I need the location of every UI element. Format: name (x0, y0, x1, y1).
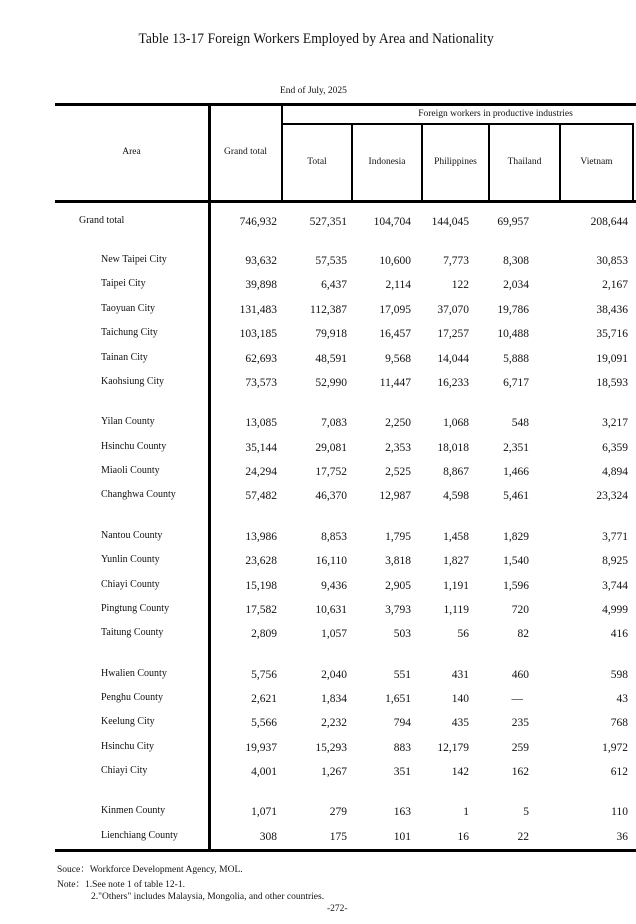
cell-value: 35,716 (596, 328, 628, 340)
cell-value: 1,829 (503, 531, 529, 543)
cell-value: 52,990 (315, 377, 347, 389)
cell-value: 140 (451, 693, 469, 705)
cell-value: 3,818 (385, 555, 411, 567)
header-grand-total: Grand total (223, 147, 267, 157)
cell-value: 93,632 (245, 255, 277, 267)
cell-value: 208,644 (590, 216, 628, 228)
cell-value: 112,387 (310, 304, 347, 316)
cell-value: 527,351 (309, 216, 347, 228)
cell-value: 431 (451, 669, 469, 681)
area-name: Pingtung County (101, 603, 170, 614)
cell-value: 142 (451, 766, 469, 778)
note-line (57, 879, 185, 891)
cell-value: 35,144 (245, 442, 277, 454)
cell-value: 14,044 (437, 353, 469, 365)
cell-value: 883 (393, 742, 411, 754)
cell-value: 2,351 (503, 442, 529, 454)
cell-value: 6,717 (503, 377, 529, 389)
cell-value: — (511, 693, 523, 705)
cell-value: 351 (393, 766, 411, 778)
header-bottom-rule (55, 200, 636, 203)
cell-value: 7,083 (321, 417, 347, 429)
cell-value: 308 (259, 831, 277, 843)
cell-value: 19,091 (596, 353, 628, 365)
cell-value: 18,018 (437, 442, 469, 454)
cell-value: 17,095 (379, 304, 411, 316)
cell-value: 12,987 (379, 490, 411, 502)
cell-value: 2,905 (385, 580, 411, 592)
cell-value: 29,081 (315, 442, 347, 454)
area-name: Yunlin County (101, 554, 160, 565)
cell-value: 62,693 (245, 353, 277, 365)
area-name: New Taipei City (101, 254, 167, 265)
cell-value: 3,217 (602, 417, 628, 429)
cell-value: 23,324 (596, 490, 628, 502)
cell-value: 3,793 (385, 604, 411, 616)
area-name: Taoyuan City (101, 303, 156, 314)
cell-value: 15,293 (315, 742, 347, 754)
cell-value: 1,057 (321, 628, 347, 640)
area-name: Penghu County (101, 692, 163, 703)
cell-value: 9,568 (385, 353, 411, 365)
cell-value: 163 (393, 806, 411, 818)
note-1: 1.See note 1 of table 12-1. (84, 880, 185, 890)
cell-value: 1,827 (443, 555, 469, 567)
area-name: Miaoli County (101, 465, 160, 476)
cell-value: 1,191 (443, 580, 469, 592)
header-area: Area (122, 147, 141, 157)
cell-value: 8,867 (443, 466, 469, 478)
cell-value: 15,198 (245, 580, 277, 592)
cell-value: 598 (610, 669, 628, 681)
cell-value: 3,744 (602, 580, 628, 592)
area-name: Kaohsiung City (101, 376, 165, 387)
area-name: Chiayi City (101, 765, 148, 776)
cell-value: 1,540 (503, 555, 529, 567)
cell-value: 8,308 (503, 255, 529, 267)
cell-value: 720 (511, 604, 529, 616)
source-text: Workforce Development Agency, MOL. (89, 865, 243, 875)
cell-value: 16,233 (437, 377, 469, 389)
cell-value: 5 (523, 806, 529, 818)
cell-value: 56 (457, 628, 469, 640)
cell-value: 1,596 (503, 580, 529, 592)
grandtotal-divider (281, 103, 283, 202)
cell-value: 10,488 (497, 328, 529, 340)
group-header-rule (281, 123, 634, 125)
cell-value: 23,628 (245, 555, 277, 567)
area-name: Chiayi County (101, 579, 160, 590)
cell-value: 1,834 (321, 693, 347, 705)
source-label: Souce： (57, 865, 90, 875)
cell-value: 73,573 (245, 377, 277, 389)
cell-value: 30,853 (596, 255, 628, 267)
cell-value: 1,071 (251, 806, 277, 818)
cell-value: 235 (511, 717, 529, 729)
header-total: Total (307, 157, 327, 167)
note-line-2: 2."Others" includes Malaysia, Mongolia, and other countries. (91, 892, 325, 902)
cell-value: 2,353 (385, 442, 411, 454)
area-name: Taitung County (101, 627, 164, 638)
cell-value: 612 (610, 766, 628, 778)
cell-value: 36 (616, 831, 628, 843)
header-philippines: Philippines (434, 157, 477, 167)
note-label: Note： (57, 880, 85, 890)
area-name: Hwalien County (101, 668, 167, 679)
cell-value: 101 (393, 831, 411, 843)
cell-value: 16 (457, 831, 469, 843)
table-title: Table 13-17 Foreign Workers Employed by Area and Nationality (138, 31, 494, 47)
cell-value: 2,250 (385, 417, 411, 429)
cell-value: 435 (451, 717, 469, 729)
cell-value: 162 (511, 766, 529, 778)
cell-value: 6,437 (321, 279, 347, 291)
cell-value: 46,370 (315, 490, 347, 502)
page-number: -272- (327, 904, 348, 914)
cell-value: 19,937 (245, 742, 277, 754)
area-name: Nantou County (101, 530, 163, 541)
cell-value: 103,185 (239, 328, 277, 340)
cell-value: 1,466 (503, 466, 529, 478)
cell-value: 79,918 (315, 328, 347, 340)
cell-value: 503 (393, 628, 411, 640)
cell-value: 1,458 (443, 531, 469, 543)
cell-value: 11,447 (379, 377, 411, 389)
source-line (57, 864, 243, 876)
cell-value: 259 (511, 742, 529, 754)
cell-value: 22 (517, 831, 529, 843)
area-name: Lienchiang County (101, 830, 178, 841)
cell-value: 7,773 (443, 255, 469, 267)
cell-value: 1,267 (321, 766, 347, 778)
cell-value: 110 (611, 806, 628, 818)
date-note: End of July, 2025 (280, 86, 347, 96)
cell-value: 10,600 (379, 255, 411, 267)
header-indonesia: Indonesia (368, 157, 406, 167)
cell-value: 57,482 (245, 490, 277, 502)
data-table (55, 103, 636, 852)
cell-value: 2,114 (385, 279, 411, 291)
cell-value: 5,756 (251, 669, 277, 681)
cell-value: 8,853 (321, 531, 347, 543)
cell-value: 69,957 (497, 216, 529, 228)
cell-value: 5,461 (503, 490, 529, 502)
area-name: Grand total (79, 215, 125, 226)
area-name: Keelung City (101, 716, 155, 727)
cell-value: 1 (463, 806, 469, 818)
cell-value: 17,582 (245, 604, 277, 616)
cell-value: 548 (511, 417, 529, 429)
cell-value: 37,070 (437, 304, 469, 316)
cell-value: 2,809 (251, 628, 277, 640)
col-divider-5 (632, 124, 634, 202)
cell-value: 2,232 (321, 717, 347, 729)
cell-value: 104,704 (373, 216, 411, 228)
area-name: Tainan City (101, 352, 148, 363)
cell-value: 57,535 (315, 255, 347, 267)
area-name: Hsinchu City (101, 741, 155, 752)
cell-value: 746,932 (239, 216, 277, 228)
cell-value: 1,119 (443, 604, 469, 616)
cell-value: 460 (511, 669, 529, 681)
cell-value: 131,483 (239, 304, 277, 316)
header-thailand: Thailand (507, 157, 542, 167)
area-name: Taipei City (101, 278, 146, 289)
cell-value: 16,457 (379, 328, 411, 340)
cell-value: 4,999 (602, 604, 628, 616)
table-top-rule (55, 103, 636, 106)
cell-value: 122 (451, 279, 469, 291)
cell-value: 1,795 (385, 531, 411, 543)
cell-value: 48,591 (315, 353, 347, 365)
area-name: Yilan County (101, 416, 155, 427)
cell-value: 1,651 (385, 693, 411, 705)
cell-value: 16,110 (315, 555, 347, 567)
cell-value: 5,888 (503, 353, 529, 365)
cell-value: 175 (329, 831, 347, 843)
cell-value: 19,786 (497, 304, 529, 316)
cell-value: 18,593 (596, 377, 628, 389)
cell-value: 82 (517, 628, 529, 640)
cell-value: 17,257 (437, 328, 469, 340)
cell-value: 2,167 (602, 279, 628, 291)
cell-value: 3,771 (602, 531, 628, 543)
cell-value: 39,898 (245, 279, 277, 291)
header-group: Foreign workers in productive industries (418, 109, 573, 119)
cell-value: 4,001 (251, 766, 277, 778)
cell-value: 38,436 (596, 304, 628, 316)
cell-value: 12,179 (437, 742, 469, 754)
cell-value: 2,621 (251, 693, 277, 705)
cell-value: 10,631 (315, 604, 347, 616)
cell-value: 4,598 (443, 490, 469, 502)
table-bottom-rule (55, 849, 636, 852)
cell-value: 5,566 (251, 717, 277, 729)
cell-value: 6,359 (602, 442, 628, 454)
cell-value: 2,040 (321, 669, 347, 681)
cell-value: 4,894 (602, 466, 628, 478)
cell-value: 2,034 (503, 279, 529, 291)
cell-value: 1,972 (602, 742, 628, 754)
cell-value: 279 (329, 806, 347, 818)
area-name: Taichung City (101, 327, 158, 338)
cell-value: 794 (393, 717, 411, 729)
area-name: Changhwa County (101, 489, 176, 500)
cell-value: 8,925 (602, 555, 628, 567)
cell-value: 13,986 (245, 531, 277, 543)
cell-value: 17,752 (315, 466, 347, 478)
cell-value: 1,068 (443, 417, 469, 429)
cell-value: 768 (610, 717, 628, 729)
cell-value: 416 (610, 628, 628, 640)
cell-value: 13,085 (245, 417, 277, 429)
cell-value: 2,525 (385, 466, 411, 478)
cell-value: 43 (616, 693, 628, 705)
area-name: Hsinchu County (101, 441, 167, 452)
header-vietnam: Vietnam (580, 157, 613, 167)
cell-value: 9,436 (321, 580, 347, 592)
cell-value: 144,045 (431, 216, 469, 228)
cell-value: 551 (393, 669, 411, 681)
cell-value: 24,294 (245, 466, 277, 478)
area-name: Kinmen County (101, 805, 166, 816)
